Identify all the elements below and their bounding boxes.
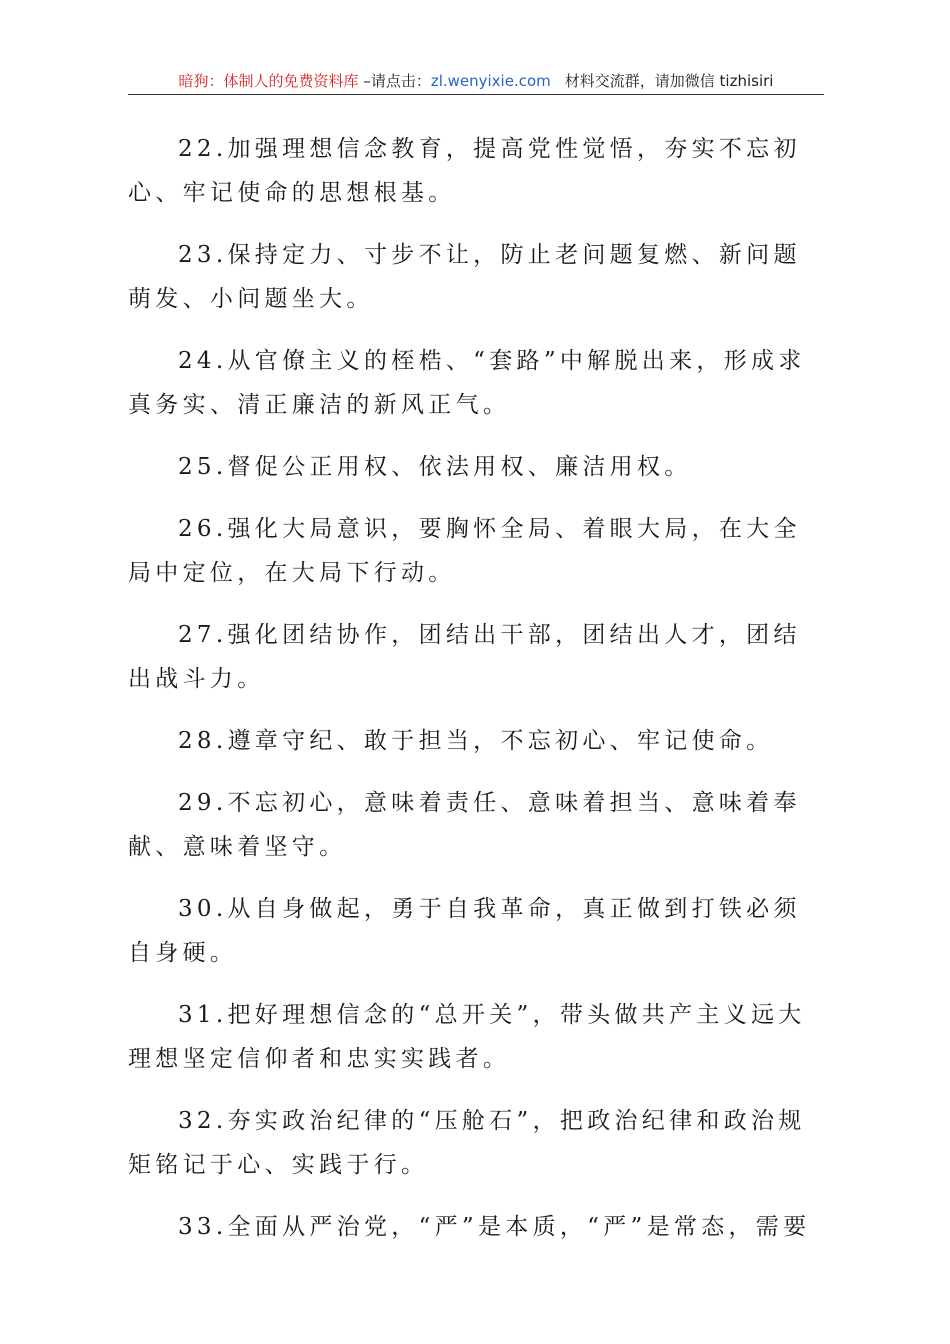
paragraph-33: 33.全面从严治党，“严”是本质，“严”是常态，需要 [178,1214,811,1240]
header-click-label: –请点击： [358,72,431,90]
paragraph-26: 26.强化大局意识，要胸怀全局、着眼大局，在大全局中定位，在大局下行动。 [128,516,801,586]
paragraph-31: 31.把好理想信念的“总开关”，带头做共产主义远大理想坚定信仰者和忠实实践者。 [128,1002,806,1072]
paragraph-23: 23.保持定力、寸步不让，防止老问题复燃、新问题萌发、小问题坐大。 [128,242,801,312]
paragraph-24: 24.从官僚主义的桎梏、“套路”中解脱出来，形成求真务实、清正廉洁的新风正气。 [128,348,806,418]
paragraph-29: 29.不忘初心，意味着责任、意味着担当、意味着奉献、意味着坚守。 [128,790,801,860]
paragraph-27: 27.强化团结协作，团结出干部，团结出人才，团结出战斗力。 [128,622,801,692]
paragraph-30: 30.从自身做起，勇于自我革命，真正做到打铁必须自身硬。 [128,896,801,966]
header-site-label: 暗狗：体制人的免费资料库 [178,72,359,90]
page-header [128,68,824,95]
paragraph-22: 22.加强理想信念教育，提高党性觉悟，夯实不忘初心、牢记使命的思想根基。 [128,136,801,206]
paragraph-25: 25.督促公正用权、依法用权、廉洁用权。 [178,454,692,480]
paragraph-28: 28.遵章守纪、敢于担当，不忘初心、牢记使命。 [178,728,774,754]
document-body [128,127,828,1267]
header-group-label: 材料交流群，请加微信 tizhisiri [564,72,774,90]
header-url-link[interactable]: zl.wenyixie.com [430,72,551,90]
paragraph-32: 32.夯实政治纪律的“压舱石”，把政治纪律和政治规矩铭记于心、实践于行。 [128,1108,806,1178]
